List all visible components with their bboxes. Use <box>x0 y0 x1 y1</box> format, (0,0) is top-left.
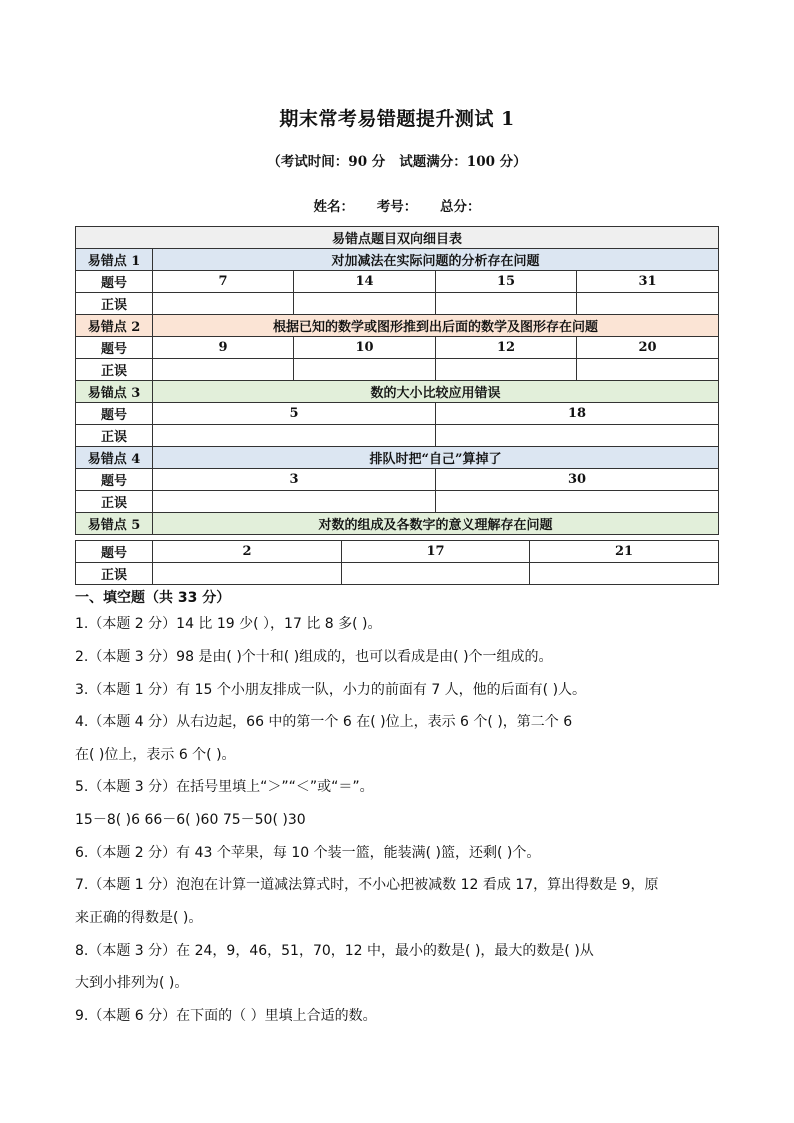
answer-cell[interactable] <box>153 491 436 513</box>
error-point-description: 对数的组成及各数字的意义理解存在问题 <box>153 513 719 535</box>
question-line: 4.（本题 4 分）从右边起，66 中的第一个 6 在( )位上，表示 6 个( )，第二个 6 <box>75 714 573 730</box>
answer-cell[interactable] <box>294 293 436 315</box>
error-point-5-table <box>75 540 719 585</box>
question-line: 3.（本题 1 分）有 15 个小朋友排成一队，小力的前面有 7 人，他的后面有( )人。 <box>75 682 587 698</box>
exam-full-score: 试题满分：100 分） <box>399 154 527 170</box>
question-line: 9.（本题 6 分）在下面的（ ）里填上合适的数。 <box>75 1008 377 1024</box>
question-line: 在( )位上，表示 6 个( )。 <box>75 747 236 763</box>
question-line: 6.（本题 2 分）有 43 个苹果，每 10 个装一篮，能装满( )篮，还剩( )个。 <box>75 845 541 861</box>
question-number: 17 <box>342 541 530 563</box>
answer-cell[interactable] <box>153 425 436 447</box>
question-number: 3 <box>153 469 436 491</box>
student-info <box>0 195 794 215</box>
correctness-label: 正误 <box>76 293 153 315</box>
answer-cell[interactable] <box>153 293 294 315</box>
question-number-label: 题号 <box>76 337 153 359</box>
question-number-label: 题号 <box>76 541 153 563</box>
total-label: 总分： <box>439 199 481 215</box>
question-number: 21 <box>530 541 719 563</box>
answer-cell[interactable] <box>294 359 436 381</box>
question-line: 大到小排列为( )。 <box>75 975 189 991</box>
error-point-label: 易错点 5 <box>76 513 153 535</box>
answer-cell[interactable] <box>436 491 719 513</box>
question-line: 5.（本题 3 分）在括号里填上“＞”“＜”或“＝”。 <box>75 779 374 795</box>
error-point-label: 易错点 2 <box>76 315 153 337</box>
question-line: 来正确的得数是( )。 <box>75 910 203 926</box>
error-point-description: 数的大小比较应用错误 <box>153 381 719 403</box>
error-point-label: 易锚点 3 <box>76 381 153 403</box>
error-point-description: 排队时把“自己”算掉了 <box>153 447 719 469</box>
question-number: 2 <box>153 541 342 563</box>
answer-cell[interactable] <box>530 563 719 585</box>
error-point-description: 对加减法在实际问题的分析存在问题 <box>153 249 719 271</box>
section-title: 一、填空题（共 33 分） <box>75 590 231 606</box>
question-number: 7 <box>153 271 294 293</box>
question-line: 2.（本题 3 分）98 是由( )个十和( )组成的，也可以看成是由( )个一组成的。 <box>75 649 553 665</box>
exam-time: （考试时间：90 分 <box>267 154 386 170</box>
question-number: 31 <box>577 271 719 293</box>
error-point-label: 易错点 4 <box>76 447 153 469</box>
correctness-label: 正误 <box>76 491 153 513</box>
question-number: 12 <box>436 337 577 359</box>
correctness-label: 正误 <box>76 425 153 447</box>
question-number: 5 <box>153 403 436 425</box>
answer-cell[interactable] <box>153 563 342 585</box>
question-number-label: 题号 <box>76 271 153 293</box>
question-line: 8.（本题 3 分）在 24，9，46，51，70，12 中，最小的数是( )，最大的数是( )从 <box>75 943 594 959</box>
name-label: 姓名： <box>313 199 355 215</box>
question-number: 10 <box>294 337 436 359</box>
number-label: 考号： <box>376 199 418 215</box>
question-line: 7.（本题 1 分）泡泡在计算一道减法算式时，不小心把被减数 12 看成 17，算出得数是 9，原 <box>75 877 659 893</box>
question-number: 9 <box>153 337 294 359</box>
error-point-table <box>75 226 719 535</box>
answer-cell[interactable] <box>153 359 294 381</box>
page-title: 期末常考易错题提升测试 1 <box>279 108 515 130</box>
exam-info <box>0 150 794 170</box>
question-number: 18 <box>436 403 719 425</box>
answer-cell[interactable] <box>577 359 719 381</box>
error-point-description: 根据已知的数学或图形推到出后面的数学及图形存在问题 <box>153 315 719 337</box>
correctness-label: 正误 <box>76 563 153 585</box>
table-title: 易错点题目双向细目表 <box>76 227 719 249</box>
question-number: 20 <box>577 337 719 359</box>
answer-cell[interactable] <box>436 293 577 315</box>
question-line: 1.（本题 2 分）14 比 19 少( ），17 比 8 多( )。 <box>75 616 382 632</box>
question-number-label: 题号 <box>76 469 153 491</box>
answer-cell[interactable] <box>436 359 577 381</box>
error-point-label: 易错点 1 <box>76 249 153 271</box>
answer-cell[interactable] <box>342 563 530 585</box>
answer-cell[interactable] <box>577 293 719 315</box>
question-line: 15－8( )6 66－6( )60 75－50( )30 <box>75 812 306 828</box>
question-number: 30 <box>436 469 719 491</box>
question-number-label: 题号 <box>76 403 153 425</box>
question-number: 14 <box>294 271 436 293</box>
answer-cell[interactable] <box>436 425 719 447</box>
question-number: 15 <box>436 271 577 293</box>
correctness-label: 正误 <box>76 359 153 381</box>
